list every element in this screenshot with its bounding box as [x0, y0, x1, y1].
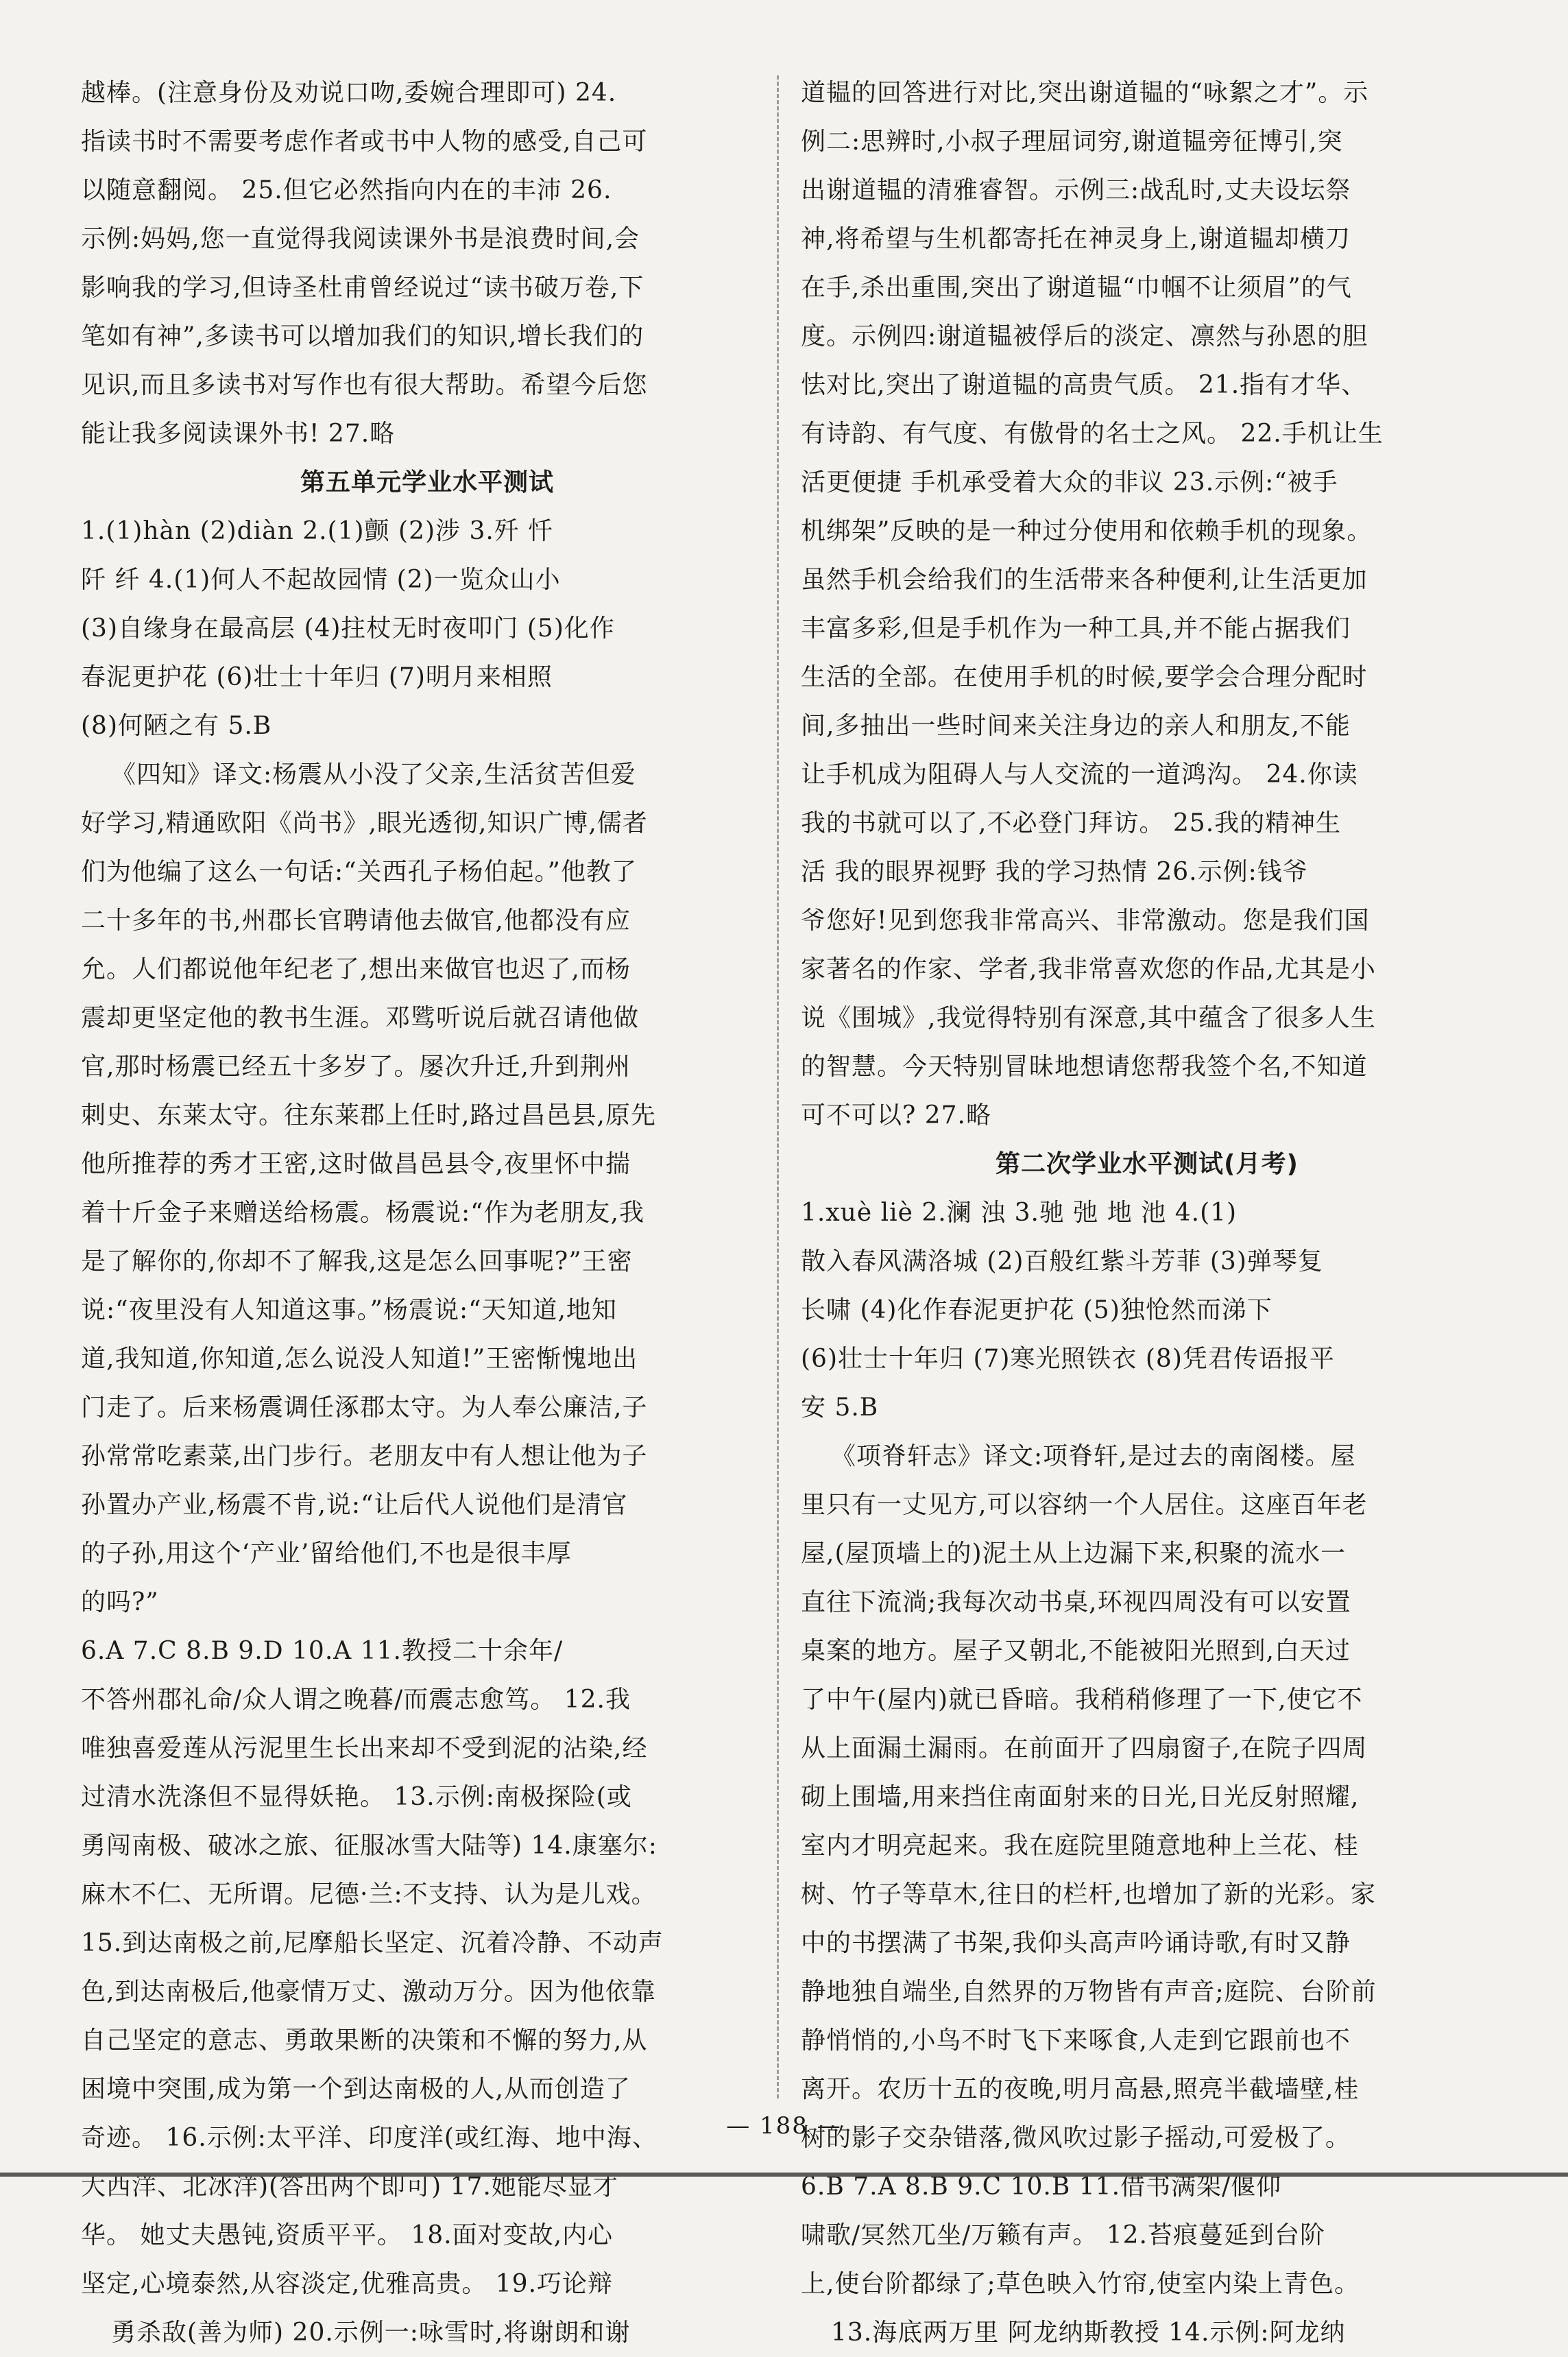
text-line: 门走了。后来杨震调任涿郡太守。为人奉公廉洁,子	[81, 1393, 648, 1422]
text-line: 出谢道韫的清雅睿智。示例三:战乱时,丈夫设坛祭	[801, 176, 1351, 204]
text-line: 奇迹。 16.示例:太平洋、印度洋(或红海、地中海、	[81, 2124, 658, 2152]
text-line: 家著名的作家、学者,我非常喜欢您的作品,尤其是小	[801, 955, 1376, 983]
text-line: 刺史、东莱太守。往东莱郡上任时,路过昌邑县,原先	[81, 1101, 656, 1129]
text-line: 怯对比,突出了谢道韫的高贵气质。 21.指有才华、	[801, 371, 1367, 399]
text-line: 虽然手机会给我们的生活带来各种便利,让生活更加	[801, 566, 1368, 594]
text-line: 1.xuè liè 2.澜 浊 3.驰 弛 地 池 4.(1)	[801, 1199, 1238, 1227]
text-line: 的子孙,用这个‘产业’留给他们,不也是很丰厚	[81, 1540, 572, 1568]
text-line: 让手机成为阻碍人与人交流的一道鸿沟。 24.你读	[801, 761, 1358, 789]
text-line: 过清水洗涤但不显得妖艳。 13.示例:南极探险(或	[81, 1783, 632, 1811]
text-line: 允。人们都说他年纪老了,想出来做官也迟了,而杨	[81, 955, 631, 983]
text-line: 二十多年的书,州郡长官聘请他去做官,他都没有应	[81, 907, 631, 935]
text-line: 困境中突围,成为第一个到达南极的人,从而创造了	[81, 2075, 631, 2103]
text-line: 1.(1)hàn (2)diàn 2.(1)颤 (2)涉 3.歼 忏	[81, 517, 554, 545]
text-line: 了中午(屋内)就已昏暗。我稍稍修理了一下,使它不	[801, 1686, 1363, 1714]
text-line: 里只有一丈见方,可以容纳一个人居住。这座百年老	[801, 1491, 1368, 1519]
text-line: 笔如有神”,多读书可以增加我们的知识,增长我们的	[81, 322, 644, 350]
text-line: 例二:思辨时,小叔子理屈词穷,谢道韫旁征博引,突	[801, 128, 1343, 156]
text-line: 春泥更护花 (6)壮士十年归 (7)明月来相照	[81, 663, 553, 691]
text-line: 砌上围墙,用来挡住南面射来的日光,日光反射照耀,	[801, 1783, 1360, 1811]
text-line: 活 我的眼界视野 我的学习热情 26.示例:钱爷	[801, 858, 1308, 886]
text-line: 们为他编了这么一句话:“关西孔子杨伯起。”他教了	[81, 858, 637, 886]
text-line: 在手,杀出重围,突出了谢道韫“巾帼不让须眉”的气	[801, 274, 1352, 302]
text-line: 官,那时杨震已经五十多岁了。屡次升迁,升到荆州	[81, 1053, 631, 1081]
text-line: 神,将希望与生机都寄托在神灵身上,谢道韫却横刀	[801, 225, 1351, 253]
text-line: 直往下流淌;我每次动书桌,环视四周没有可以安置	[801, 1588, 1351, 1616]
text-line: 间,多抽出一些时间来关注身边的亲人和朋友,不能	[801, 712, 1351, 740]
text-line: 道,我知道,你知道,怎么说没人知道!”王密惭愧地出	[81, 1345, 638, 1373]
text-line: 自己坚定的意志、勇敢果断的决策和不懈的努力,从	[81, 2026, 648, 2055]
footer-rule	[0, 2173, 1568, 2177]
text-line: 爷您好!见到您我非常高兴、非常激动。您是我们国	[801, 907, 1370, 935]
text-line: 勇杀敌(善为师) 20.示例一:咏雪时,将谢朗和谢	[111, 2319, 631, 2347]
text-line: 13.海底两万里 阿龙纳斯教授 14.示例:阿龙纳	[831, 2319, 1346, 2347]
text-line: 唯独喜爱莲从污泥里生长出来却不受到泥的沾染,经	[81, 1734, 648, 1762]
text-line: 桌案的地方。屋子又朝北,不能被阳光照到,白天过	[801, 1637, 1351, 1665]
text-line: 散入春风满洛城 (2)百般红紫斗芳菲 (3)弹琴复	[801, 1247, 1323, 1276]
text-line: 影响我的学习,但诗圣杜甫曾经说过“读书破万卷,下	[81, 274, 644, 302]
text-line: 好学习,精通欧阳《尚书》,眼光透彻,知识广博,儒者	[81, 809, 648, 837]
text-line: 机绑架”反映的是一种过分使用和依赖手机的现象。	[801, 517, 1373, 545]
text-line: 静地独自端坐,自然界的万物皆有声音;庭院、台阶前	[801, 1978, 1377, 2006]
right-column	[801, 69, 1493, 2357]
text-line: 说:“夜里没有人知道这事。”杨震说:“天知道,地知	[81, 1296, 617, 1324]
text-line: 大西洋、北冰洋)(答出两个即可) 17.她能尽显才	[81, 2173, 618, 2201]
text-line: 华。 她丈夫愚钝,资质平平。 18.面对变故,内心	[81, 2221, 614, 2249]
text-line: 见识,而且多读书对写作也有很大帮助。希望今后您	[81, 371, 648, 399]
text-line: 道韫的回答进行对比,突出谢道韫的“咏絮之才”。示	[801, 79, 1369, 107]
text-line: 他所推荐的秀才王密,这时做昌邑县令,夜里怀中揣	[81, 1150, 631, 1178]
text-line: 能让我多阅读课外书! 27.略	[81, 420, 396, 448]
text-line: 屋,(屋顶墙上的)泥土从上边漏下来,积聚的流水一	[801, 1540, 1346, 1568]
section-heading: 第二次学业水平测试(月考)	[996, 1150, 1299, 1178]
text-line: 说《围城》,我觉得特别有深意,其中蕴含了很多人生	[801, 1004, 1376, 1032]
text-line: 指读书时不需要考虑作者或书中人物的感受,自己可	[81, 128, 648, 156]
text-line: 坚定,心境泰然,从容淡定,优雅高贵。 19.巧论辩	[81, 2270, 614, 2298]
text-line: 孙置办产业,杨震不肯,说:“让后代人说他们是清官	[81, 1491, 628, 1519]
text-line: 树的影子交杂错落,微风吹过影子摇动,可爱极了。	[801, 2124, 1351, 2152]
translation-heading-line: 《项脊轩志》译文:项脊轩,是过去的南阁楼。屋	[831, 1442, 1356, 1470]
text-line: 15.到达南极之前,尼摩船长坚定、沉着冷静、不动声	[81, 1929, 664, 1957]
text-line: 树、竹子等草木,往日的栏杆,也增加了新的光彩。家	[801, 1880, 1376, 1909]
text-line: 活更便捷 手机承受着大众的非议 23.示例:“被手	[801, 468, 1338, 496]
text-line: 震却更坚定他的教书生涯。邓骘听说后就召请他做	[81, 1004, 640, 1032]
text-line: 有诗韵、有气度、有傲骨的名士之风。 22.手机让生	[801, 420, 1384, 448]
text-line: (6)壮士十年归 (7)寒光照铁衣 (8)凭君传语报平	[801, 1345, 1335, 1373]
text-line: 是了解你的,你却不了解我,这是怎么回事呢?”王密	[81, 1247, 633, 1276]
text-line: 着十斤金子来赠送给杨震。杨震说:“作为老朋友,我	[81, 1199, 644, 1227]
text-line: 的智慧。今天特别冒昧地想请您帮我签个名,不知道	[801, 1053, 1368, 1081]
text-line: 不答州郡礼命/众人谓之晚暮/而震志愈笃。 12.我	[81, 1686, 631, 1714]
text-line: 安 5.B	[801, 1393, 879, 1422]
section-heading: 第五单元学业水平测试	[300, 468, 554, 496]
left-column	[81, 69, 773, 2357]
text-line: 越棒。(注意身份及劝说口吻,委婉合理即可) 24.	[81, 79, 617, 107]
column-divider	[777, 75, 779, 2098]
text-line: 可不可以? 27.略	[801, 1101, 991, 1129]
text-line: 6.A 7.C 8.B 9.D 10.A 11.教授二十余年/	[81, 1637, 564, 1665]
text-line: 以随意翻阅。 25.但它必然指向内在的丰沛 26.	[81, 176, 612, 204]
text-line: (8)何陋之有 5.B	[81, 712, 272, 740]
text-line: 示例:妈妈,您一直觉得我阅读课外书是浪费时间,会	[81, 225, 640, 253]
text-line: 色,到达南极后,他豪情万丈、激动万分。因为他依靠	[81, 1978, 656, 2006]
text-line: 麻木不仁、无所谓。尼德·兰:不支持、认为是儿戏。	[81, 1880, 657, 1909]
text-line: 孙常常吃素菜,出门步行。老朋友中有人想让他为子	[81, 1442, 648, 1470]
text-line: 6.B 7.A 8.B 9.C 10.B 11.借书满架/偃仰	[801, 2173, 1282, 2201]
text-line: 丰富多彩,但是手机作为一种工具,并不能占据我们	[801, 614, 1351, 643]
text-line: 度。示例四:谢道韫被俘后的淡定、凛然与孙恩的胆	[801, 322, 1368, 350]
text-line: 我的书就可以了,不必登门拜访。 25.我的精神生	[801, 809, 1342, 837]
text-line: 从上面漏土漏雨。在前面开了四扇窗子,在院子四周	[801, 1734, 1368, 1762]
text-line: 上,使台阶都绿了;草色映入竹帘,使室内染上青色。	[801, 2270, 1360, 2298]
text-line: 的吗?”	[81, 1588, 159, 1616]
translation-heading-line: 《四知》译文:杨震从小没了父亲,生活贫苦但爱	[111, 761, 636, 789]
text-line: 长啸 (4)化作春泥更护花 (5)独怆然而涕下	[801, 1296, 1273, 1324]
text-line: 中的书摆满了书架,我仰头高声吟诵诗歌,有时又静	[801, 1929, 1351, 1957]
text-line: 室内才明亮起来。我在庭院里随意地种上兰花、桂	[801, 1832, 1360, 1860]
text-line: 生活的全部。在使用手机的时候,要学会合理分配时	[801, 663, 1368, 691]
text-line: 静悄悄的,小鸟不时飞下来啄食,人走到它跟前也不	[801, 2026, 1351, 2055]
page-number: — 188 —	[726, 2112, 842, 2140]
text-line: 勇闯南极、破冰之旅、征服冰雪大陆等) 14.康塞尔:	[81, 1832, 658, 1860]
text-line: 阡 纤 4.(1)何人不起故园情 (2)一览众山小	[81, 566, 561, 594]
text-line: (3)自缘身在最高层 (4)拄杖无时夜叩门 (5)化作	[81, 614, 615, 643]
text-line: 啸歌/冥然兀坐/万籁有声。 12.苔痕蔓延到台阶	[801, 2221, 1325, 2249]
text-line: 离开。农历十五的夜晚,明月高悬,照亮半截墙壁,桂	[801, 2075, 1360, 2103]
